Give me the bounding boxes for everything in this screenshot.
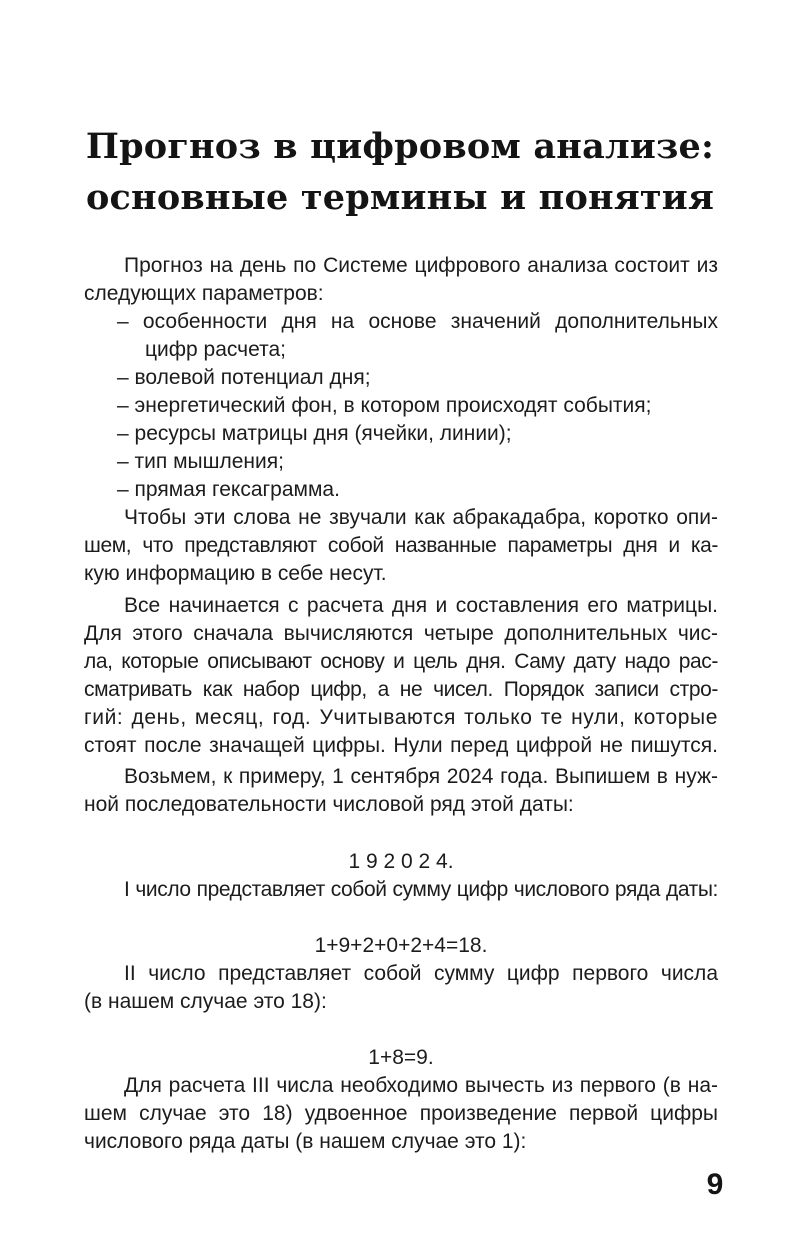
list-item: – прямая гексаграмма.: [117, 478, 340, 501]
paragraph-line: шем случае это 18) удвоенное произведение первой цифры: [84, 1102, 718, 1125]
formula-first-number: 1+9+2+0+2+4=18.: [314, 934, 488, 957]
chapter-title-line-2: основные термины и понятия: [85, 177, 715, 218]
formula-date-digits: 1 9 2 0 2 4.: [348, 850, 454, 873]
list-item: – энергетический фон, в котором происходят события;: [117, 394, 652, 417]
formula-second-number: 1+8=9.: [368, 1046, 434, 1069]
paragraph-line: следующих параметров:: [84, 282, 324, 305]
page-number: 9: [706, 1168, 724, 1201]
paragraph-line: ной последовательности числовой ряд этой даты:: [84, 793, 574, 816]
chapter-title-line-1: Прогноз в цифровом анализе:: [85, 126, 715, 167]
paragraph-line: Прогноз на день по Системе цифрового анализа состоит из: [124, 254, 718, 277]
paragraph-line: II число представляет собой сумму цифр первого числа: [124, 962, 718, 985]
paragraph-line: Все начинается с расчета дня и составления его матрицы.: [124, 594, 718, 617]
list-item: – особенности дня на основе значений дополнительных: [117, 310, 718, 333]
list-item: – ресурсы матрицы дня (ячейки, линии);: [117, 422, 512, 445]
paragraph-line: Для расчета III числа необходимо вычесть из первого (в на-: [124, 1074, 718, 1097]
list-item: – тип мышления;: [117, 450, 284, 473]
paragraph-line: Возьмем, к примеру, 1 сентября 2024 года. Выпишем в нуж-: [124, 765, 718, 788]
paragraph-line: (в нашем случае это 18):: [84, 990, 327, 1013]
paragraph-line: гий: день, месяц, год. Учитываются только те нули, которые: [84, 706, 718, 729]
paragraph-line: Чтобы эти слова не звучали как абракадабра, коротко опи-: [124, 506, 718, 529]
paragraph-line: ла, которые описывают основу и цель дня. Саму дату надо рас-: [84, 650, 718, 673]
list-item: – волевой потенциал дня;: [117, 366, 371, 389]
paragraph-line: числового ряда даты (в нашем случае это 1):: [84, 1130, 527, 1153]
paragraph-line: кую информацию в себе несут.: [84, 562, 387, 585]
paragraph-line: стоят после значащей цифры. Нули перед цифрой не пишутся.: [84, 734, 718, 757]
paragraph-line: шем, что представляют собой названные параметры дня и ка-: [84, 534, 718, 557]
paragraph-line: I число представляет собой сумму цифр числового ряда даты:: [124, 878, 718, 901]
list-item-continuation: цифр расчета;: [145, 338, 286, 361]
paragraph-line: сматривать как набор цифр, а не чисел. Порядок записи стро-: [84, 678, 718, 701]
paragraph-line: Для этого сначала вычисляются четыре дополнительных чис-: [84, 622, 718, 645]
